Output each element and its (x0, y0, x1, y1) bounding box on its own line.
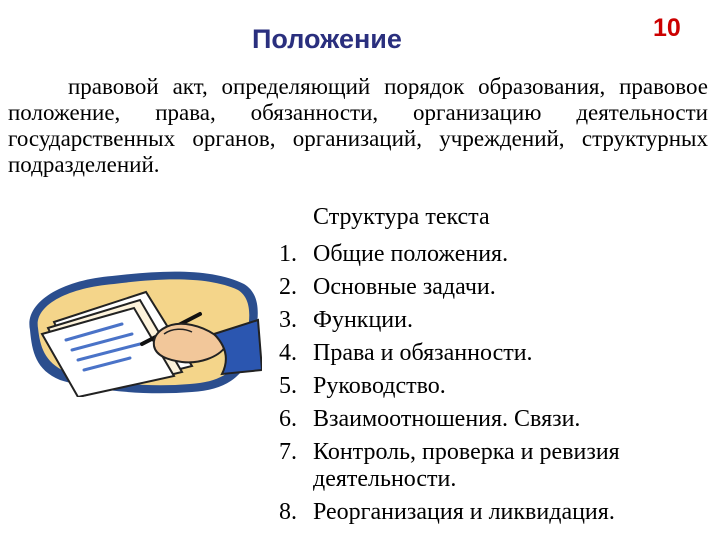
structure-list (279, 238, 699, 529)
item-number: 3. (279, 307, 297, 333)
list-item (279, 238, 699, 271)
definition-text: правовой акт, определяющий порядок образования, правовое положение, права, обязанности, организацию деятельности государственных органов, организаций, учреждений, структурных подразделений. (8, 74, 708, 177)
item-text: Функции. (313, 307, 413, 333)
item-number: 7. (279, 439, 297, 465)
list-item (279, 271, 699, 304)
list-item (279, 337, 699, 370)
item-text: Контроль, проверка и ревизия деятельности. (313, 439, 620, 492)
item-number: 2. (279, 274, 297, 300)
item-number: 4. (279, 340, 297, 366)
list-item (279, 370, 699, 403)
item-number: 6. (279, 406, 297, 432)
item-number: 1. (279, 241, 297, 267)
slide-number: 10 (653, 14, 681, 42)
structure-heading: Структура текста (313, 204, 490, 230)
item-text: Основные задачи. (313, 274, 496, 300)
item-number: 5. (279, 373, 297, 399)
item-text: Руководство. (313, 373, 446, 399)
list-item (279, 436, 699, 496)
item-number: 8. (279, 499, 297, 525)
item-text: Взаимоотношения. Связи. (313, 406, 581, 432)
list-item (279, 304, 699, 337)
list-item (279, 403, 699, 436)
item-text: Общие положения. (313, 241, 509, 267)
list-item (279, 496, 699, 529)
slide-title: Положение (252, 24, 402, 54)
item-text: Права и обязанности. (313, 340, 533, 366)
item-text: Реорганизация и ликвидация. (313, 499, 615, 525)
hand-writing-on-paper-icon (22, 262, 262, 397)
